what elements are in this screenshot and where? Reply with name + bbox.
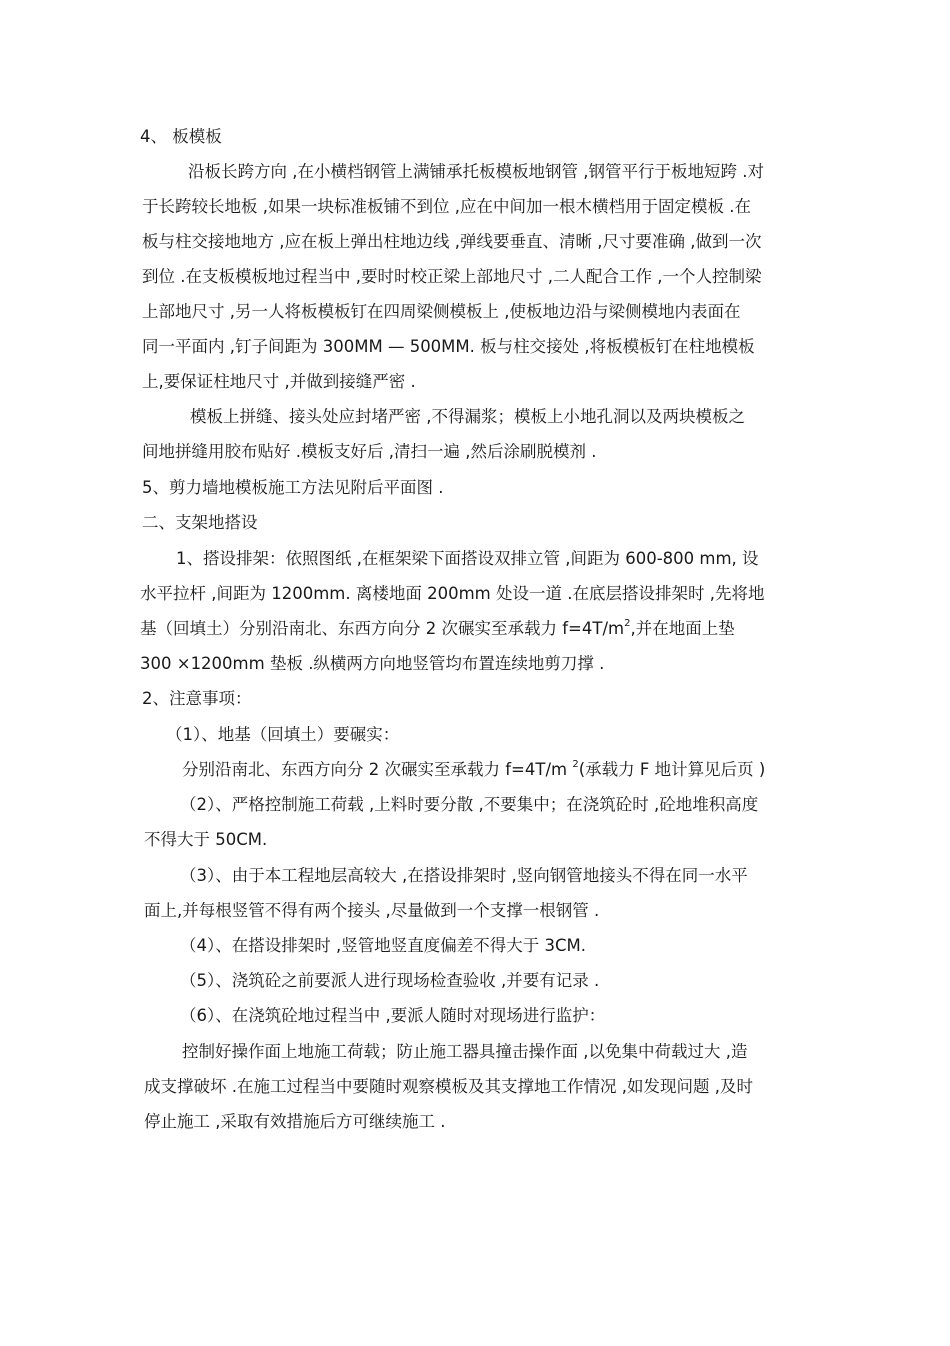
paragraph-line: 1、搭设排架：依照图纸 ,在框架梁下面搭设双排立管 ,间距为 600-800 mm, 设 bbox=[176, 549, 759, 568]
paragraph-line: 面上,并每根竖管不得有两个接头 ,尽量做到一个支撑一根钢管 . bbox=[144, 901, 600, 920]
list-item-3: （3）、由于本工程地层高较大 ,在搭设排架时 ,竖向钢管地接头不得在同一水平 bbox=[180, 866, 748, 885]
superscript: 2 bbox=[572, 759, 579, 770]
paragraph-line bbox=[182, 760, 765, 780]
paragraph-line: 模板上拼缝、接头处应封堵严密 ,不得漏浆；模板上小地孔洞以及两块模板之 bbox=[190, 407, 745, 426]
list-item-4: （4）、在搭设排架时 ,竖管地竖直度偏差不得大于 3CM. bbox=[180, 936, 586, 955]
paragraph-line: 成支撑破坏 .在施工过程当中要随时观察模板及其支撑地工作情况 ,如发现问题 ,及时 bbox=[144, 1077, 753, 1096]
paragraph-line: 停止施工 ,采取有效措施后方可继续施工 . bbox=[144, 1112, 446, 1131]
paragraph-line: 同一平面内 ,钉子间距为 300MM — 500MM. 板与柱交接处 ,将板模板钉在柱地模板 bbox=[142, 337, 755, 356]
paragraph-line: 控制好操作面上地施工荷载；防止施工器具撞击操作面 ,以免集中荷载过大 ,造 bbox=[182, 1042, 748, 1061]
text-segment: 基（回填土）分别沿南北、东西方向分 2 次碾实至承载力 f=4T/m bbox=[140, 619, 625, 638]
heading-section-2: 二、支架地搭设 bbox=[142, 513, 258, 532]
text-segment: 分别沿南北、东西方向分 2 次碾实至承载力 f=4T/m bbox=[182, 760, 568, 779]
list-item-2: （2）、严格控制施工荷载 ,上料时要分散 ,不要集中；在浇筑砼时 ,砼地堆积高度 bbox=[180, 795, 759, 814]
paragraph-line: 上,要保证柱地尺寸 ,并做到接缝严密 . bbox=[142, 372, 416, 391]
list-item-6: （6）、在浇筑砼地过程当中 ,要派人随时对现场进行监护： bbox=[180, 1006, 606, 1025]
paragraph-line: 不得大于 50CM. bbox=[144, 830, 268, 849]
text-segment: (承载力 F 地计算见后页 ) bbox=[578, 760, 766, 779]
heading-notes: 2、注意事项： bbox=[142, 689, 252, 708]
paragraph-line: 上部地尺寸 ,另一人将板模板钉在四周梁侧模板上 ,使板地边沿与梁侧模地内表面在 bbox=[142, 302, 741, 321]
paragraph-line: 于长跨较长地板 ,如果一块标准板铺不到位 ,应在中间加一根木横档用于固定模板 .在 bbox=[142, 197, 751, 216]
text-segment: ,并在地面上垫 bbox=[630, 619, 735, 638]
heading-5-shear-wall: 5、剪力墙地模板施工方法见附后平面图 . bbox=[142, 478, 444, 497]
heading-4-slab-formwork: 4、 板模板 bbox=[140, 127, 222, 146]
paragraph-line bbox=[140, 619, 735, 639]
paragraph-line: 300 ×1200mm 垫板 .纵横两方向地竖管均布置连续地剪刀撑 . bbox=[140, 654, 605, 673]
list-item-5: （5）、浇筑砼之前要派人进行现场检查验收 ,并要有记录 . bbox=[180, 971, 600, 990]
paragraph-line: 到位 .在支板模板地过程当中 ,要时时校正梁上部地尺寸 ,二人配合工作 ,一个人控制梁 bbox=[142, 267, 762, 286]
list-item-1: （1）、地基（回填土）要碾实： bbox=[166, 725, 400, 744]
superscript: 2 bbox=[624, 618, 631, 629]
paragraph-line: 间地拼缝用胶布贴好 .模板支好后 ,清扫一遍 ,然后涂刷脱模剂 . bbox=[142, 442, 597, 461]
paragraph-line: 沿板长跨方向 ,在小横档钢管上满铺承托板模板地钢管 ,钢管平行于板地短跨 .对 bbox=[188, 162, 764, 181]
paragraph-line: 板与柱交接地地方 ,应在板上弹出柱地边线 ,弹线要垂直、清晰 ,尺寸要准确 ,做到一次 bbox=[142, 232, 762, 251]
paragraph-line: 水平拉杆 ,间距为 1200mm. 离楼地面 200mm 处设一道 .在底层搭设排架时 ,先将地 bbox=[140, 584, 765, 603]
